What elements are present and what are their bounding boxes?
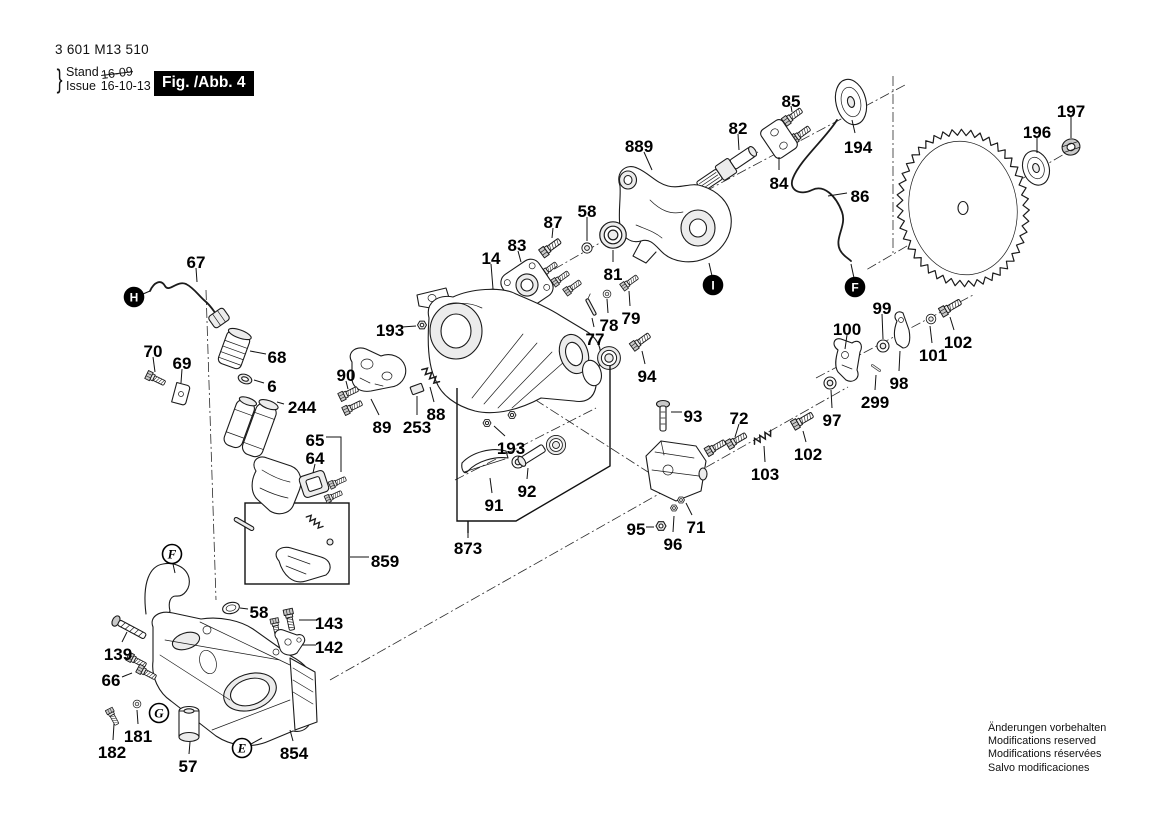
part-78-washer (603, 290, 611, 298)
part-96-nut-2 (678, 497, 685, 503)
axis-line-8 (520, 390, 648, 472)
leader-102-38 (803, 431, 806, 442)
part-label-193-22: 193 (375, 321, 405, 340)
ref-letter-E-5 (233, 739, 252, 758)
part-label-102-38: 102 (793, 445, 823, 464)
part-81-bearing-2 (598, 347, 621, 370)
part-102-screw (790, 410, 814, 430)
leader-98-47 (899, 351, 900, 371)
part-90-screw-2 (342, 399, 364, 416)
part-label-82-1: 82 (728, 119, 748, 138)
part-label-96-41: 96 (663, 535, 683, 554)
part-label-197-7: 197 (1056, 102, 1086, 121)
part-label-253-25: 253 (402, 418, 432, 437)
issue-value: 16-10-13 (100, 78, 151, 93)
part-label-66-50: 66 (101, 671, 121, 690)
part-193-nut (418, 321, 427, 329)
part-label-67-16: 67 (186, 253, 206, 272)
leader-91-32 (490, 478, 492, 493)
leader-89-24 (371, 399, 379, 415)
leader-102-46 (950, 317, 954, 330)
part-87-screw (539, 237, 563, 258)
part-label-142-53: 142 (314, 638, 344, 657)
part-label-79-13: 79 (621, 309, 641, 328)
part-196-flange (1018, 147, 1054, 188)
part-193-nut-3 (508, 412, 516, 419)
part-93-bolt (657, 401, 670, 432)
leader-97-39 (831, 390, 832, 408)
part-label-99-44: 99 (872, 299, 892, 318)
leader-letter-I-1 (709, 263, 712, 276)
leader-66-50 (122, 673, 132, 677)
leader-letter-H-0 (143, 291, 150, 294)
ref-letter-text: E (237, 740, 247, 756)
leader-182-55 (113, 724, 114, 740)
ref-letter-I-1 (704, 276, 723, 295)
leader-78-14 (607, 299, 608, 313)
part-label-84-4: 84 (769, 174, 789, 193)
part-57-spacer (179, 707, 199, 742)
part-97-washer (824, 377, 836, 389)
ref-letter-text: I (711, 278, 715, 293)
part-label-71-42: 71 (686, 518, 706, 537)
part-label-68-19: 68 (267, 348, 287, 367)
part-72-screw-2 (725, 431, 748, 450)
part-label-81-12: 81 (603, 265, 623, 284)
part-label-78-14: 78 (599, 316, 619, 335)
note-es: Salvo modificaciones (988, 761, 1090, 774)
part-86-cable (792, 120, 851, 261)
leader-letter-F-2 (851, 264, 854, 278)
part-143-screw-1 (283, 608, 297, 631)
part-label-196-6: 196 (1022, 123, 1052, 142)
part-label-57-56: 57 (178, 757, 198, 776)
part-label-181-54: 181 (123, 727, 153, 746)
leader-77-15 (592, 318, 594, 327)
part-label-88-26: 88 (426, 405, 446, 424)
part-label-70-17: 70 (143, 342, 163, 361)
part-label-90-23: 90 (336, 366, 356, 385)
leader-299-48 (875, 375, 876, 390)
part-92-bearing (546, 435, 565, 454)
part-197-spindle-nut (1060, 137, 1082, 158)
leader-244-21 (277, 402, 284, 404)
part-label-139-49: 139 (103, 645, 133, 664)
part-label-873-30: 873 (453, 539, 483, 558)
part-100-latch-bracket (834, 339, 861, 382)
part-label-87-8: 87 (543, 213, 563, 232)
leader-181-54 (137, 710, 138, 724)
ref-letter-G-4 (150, 704, 169, 723)
part-label-95-40: 95 (626, 520, 646, 539)
ref-letter-text: F (167, 546, 177, 562)
ref-letter-H-0 (125, 288, 144, 307)
part-label-100-43: 100 (832, 320, 862, 339)
part-label-103-37: 103 (750, 465, 780, 484)
figure-label: Fig. /Abb. 4 (154, 71, 254, 96)
ref-letter-F-3 (163, 545, 182, 564)
leader-6-20 (254, 380, 264, 383)
leader-58-51 (240, 608, 248, 609)
part-label-69-18: 69 (172, 354, 192, 373)
part-182-screw (105, 707, 120, 726)
part-84-plate (759, 118, 800, 161)
part-139-screw (110, 615, 147, 642)
leader-71-42 (686, 503, 692, 515)
part-98-pawl (894, 312, 909, 348)
part-299-pin (871, 364, 881, 372)
part-95-nut (656, 522, 666, 531)
part-label-94-34: 94 (637, 367, 657, 386)
part-94-screw (629, 331, 652, 351)
part-102-screw-2 (938, 297, 962, 317)
part-67-connector (208, 307, 231, 329)
part-label-244-21: 244 (287, 398, 317, 417)
part-6-ring (237, 372, 253, 385)
part-label-85-2: 85 (781, 92, 801, 111)
part-193-nut-2 (483, 420, 491, 427)
part-69-clip (172, 383, 191, 406)
part-label-58-9: 58 (577, 202, 597, 221)
leader-101-45 (930, 326, 932, 343)
part-label-98-47: 98 (889, 374, 909, 393)
part-label-193-31: 193 (496, 439, 526, 458)
part-96-nut-1 (671, 505, 678, 511)
part-859-lever (276, 539, 333, 582)
part-label-65-27: 65 (305, 431, 325, 450)
part-72-screw-1 (704, 438, 727, 457)
part-79-screw (620, 273, 640, 291)
part-103-spring (752, 429, 773, 445)
part-motor-end-housing (252, 457, 301, 514)
part-label-83-10: 83 (507, 236, 527, 255)
part-label-101-45: 101 (918, 346, 948, 365)
note-en: Modifications reserved (988, 735, 1097, 748)
part-58-ring (582, 243, 592, 253)
leader-96-41 (673, 516, 674, 532)
part-71-bracket-block (646, 441, 707, 501)
part-77-pin (584, 294, 600, 316)
part-label-77-15: 77 (585, 330, 605, 349)
issue-label: Issue (66, 78, 96, 93)
part-label-854-57: 854 (279, 744, 309, 763)
part-87-screw-4 (563, 278, 583, 296)
part-label-93-35: 93 (683, 407, 703, 426)
part-87-screw-3 (551, 269, 571, 287)
part-label-64-28: 64 (305, 449, 325, 468)
part-58-seal-ring (221, 601, 240, 616)
note-fr: Modifications réservées (988, 748, 1102, 761)
part-label-97-39: 97 (822, 411, 842, 430)
leader-79-13 (629, 291, 630, 306)
axis-line-6 (206, 290, 216, 600)
part-label-6-20: 6 (267, 377, 277, 396)
ref-letter-F-2 (846, 278, 865, 297)
leader-193-31 (494, 426, 505, 436)
part-65-screw-1 (328, 475, 347, 489)
part-saw-blade (897, 129, 1030, 286)
part-label-14-11: 14 (481, 249, 501, 268)
part-181-push-nut (133, 700, 141, 708)
part-label-89-24: 89 (372, 418, 392, 437)
leader-68-19 (250, 351, 266, 354)
part-99-washer (877, 340, 889, 352)
part-label-102-46: 102 (943, 333, 973, 352)
part-label-91-32: 91 (484, 496, 504, 515)
part-81-bearing (600, 222, 626, 248)
part-859-spring (306, 514, 324, 530)
part-label-889-0: 889 (624, 137, 654, 156)
leader-92-33 (527, 468, 528, 479)
part-101-washer (926, 314, 936, 324)
part-label-92-33: 92 (517, 482, 537, 501)
part-90-screw-1 (338, 385, 360, 402)
axis-line-7 (455, 408, 596, 480)
part-label-194-3: 194 (843, 138, 873, 157)
revision-brace: } (56, 64, 63, 94)
part-label-143-52: 143 (314, 614, 344, 633)
leader-65-27 (326, 437, 341, 472)
part-label-859-29: 859 (370, 552, 400, 571)
document-part-number: 3 601 M13 510 (55, 42, 149, 57)
stand-label: Stand (66, 65, 99, 79)
part-253-block (410, 383, 424, 395)
leader-94-34 (642, 351, 645, 364)
leader-139-49 (122, 632, 127, 642)
part-label-72-36: 72 (729, 409, 749, 428)
leader-88-26 (430, 387, 434, 402)
stand-value: 16-09 (99, 64, 134, 83)
ref-letter-text: H (129, 290, 139, 305)
ref-letter-text: F (851, 280, 859, 295)
part-68-brush-cap (217, 326, 253, 370)
ref-letter-text: G (154, 705, 164, 721)
leader-103-37 (764, 446, 765, 462)
part-label-58-51: 58 (249, 603, 269, 622)
part-label-182-55: 182 (97, 743, 127, 762)
part-label-86-5: 86 (850, 187, 870, 206)
leader-57-56 (189, 742, 190, 754)
part-244-brush-holders (221, 390, 279, 459)
part-64-switch (298, 470, 330, 499)
part-873-gear-housing (417, 288, 605, 413)
part-70-screw (145, 370, 167, 387)
part-89-mount-plate (350, 348, 406, 391)
note-de: Änderungen vorbehalten (988, 722, 1107, 734)
part-pin (233, 517, 254, 531)
part-label-299-48: 299 (860, 393, 890, 412)
